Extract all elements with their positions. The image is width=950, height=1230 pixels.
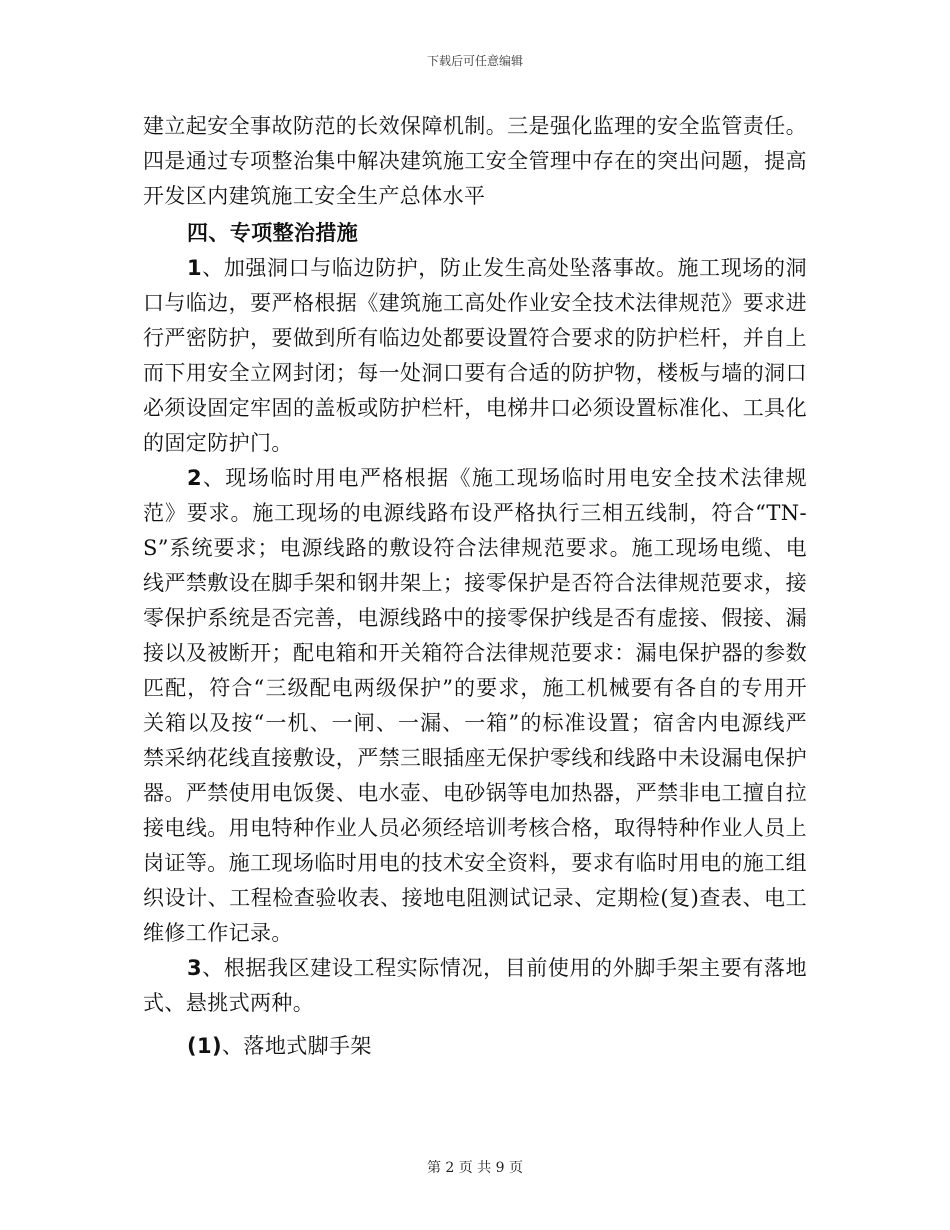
- sub-text: 、落地式脚手架: [222, 1034, 372, 1058]
- paragraph-item-3: [143, 951, 807, 1021]
- item-number: 1: [187, 256, 203, 280]
- item-text: 、根据我区建设工程实际情况，目前使用的外脚手架主要有落地式、悬挑式两种。: [143, 956, 807, 1015]
- page-header: 下载后可任意编辑: [426, 54, 523, 68]
- paragraph-continuation: 建立起安全事故防范的长效保障机制。三是强化监理的安全监管责任。四是通过专项整治集中解决建筑施工安全管理中存在的突出问题，提高开发区内建筑施工安全生产总体水平: [143, 114, 807, 208]
- paragraph-item-1: [143, 251, 807, 461]
- item-number: 2: [187, 466, 203, 490]
- item-number: 3: [187, 956, 203, 980]
- item-text: 、现场临时用电严格根据《施工现场临时用电安全技术法律规范》要求。施工现场的电源线路布设严格执行三相五线制，符合“TN-S”系统要求；电源线路的敷设符合法律规范要求。施工现场电缆、电线严禁敷设在脚手架和钢井架上；接零保护是否符合法律规范要求，接零保护系统是否完善，电源线路中的接零保护线是否有虚接、假接、漏接以及被断开；配电箱和开关箱符合法律规范要求：漏电保护器的参数匹配，符合“三级配电两级保护”的要求，施工机械要有各自的专用开关箱以及按“一机、一闸、一漏、一箱”的标准设置；宿舍内电源线严禁采纳花线直接敷设，严禁三眼插座无保护零线和线路中未设漏电保护器。严禁使用电饭煲、电水壶、电砂锅等电加热器，严禁非电工擅自拉接电线。用电特种作业人员必须经培训考核合格，取得特种作业人员上岗证等。施工现场临时用电的技术安全资料，要求有临时用电的施工组织设计、工程检查验收表、接地电阻测试记录、定期检(复)查表、电工维修工作记录。: [143, 466, 807, 945]
- page-footer: 第 2 页 共 9 页: [426, 1160, 524, 1176]
- document-body: [143, 109, 807, 1064]
- section-heading: 四、专项整治措施: [187, 221, 359, 245]
- item-text: 、加强洞口与临边防护，防止发生高处坠落事故。施工现场的洞口与临边，要严格根据《建筑施工高处作业安全技术法律规范》要求进行严密防护，要做到所有临边处都要设置符合要求的防护栏杆，并自上而下用安全立网封闭；每一处洞口要有合适的防护物，楼板与墙的洞口必须设固定牢固的盖板或防护栏杆，电梯井口必须设置标准化、工具化的固定防护门。: [143, 256, 807, 455]
- paragraph-item-2: [143, 461, 807, 951]
- sub-number: (1): [187, 1034, 223, 1058]
- subheading-item-1: [143, 1029, 807, 1064]
